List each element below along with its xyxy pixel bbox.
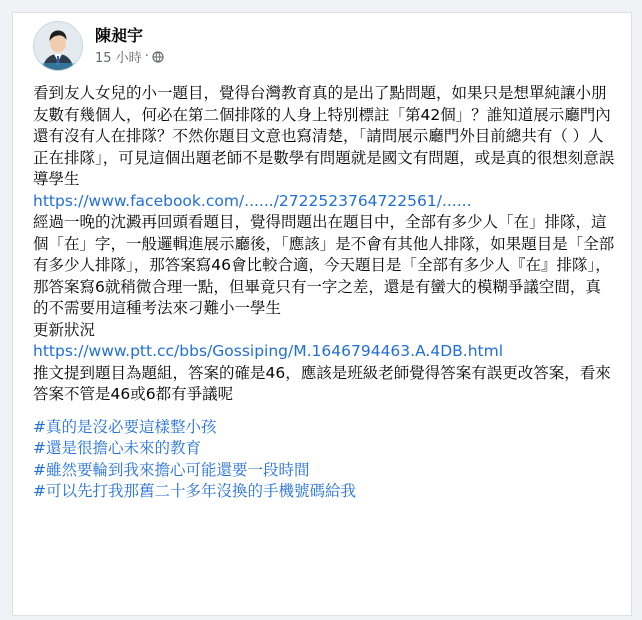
post-paragraph-1: 看到友人女兒的小一題目，覺得台灣教育真的是出了點問題，如果只是想單純讓小朋友數有幾個人，何必在第二個排隊的人身上特別標註「第42個」？誰知道展示廳門內還有沒有人在排隊？不然你題目文意也寫清楚，「請問展示廳門外目前總共有（ ）人正在排隊」，可見這個出題老師不是數學有問題就是國文有問題，或是真的很想刻意誤導學生 (33, 84, 615, 188)
hashtag-list (33, 417, 615, 503)
author-name[interactable]: 陳昶宇 (95, 26, 144, 45)
globe-icon[interactable] (152, 51, 164, 63)
hashtag-link[interactable]: #還是很擔心未來的教育 (33, 439, 201, 457)
hashtag-link[interactable]: #真的是沒必要這樣整小孩 (33, 417, 217, 436)
update-heading: 更新狀況 (33, 320, 96, 339)
post-timestamp[interactable]: 15 小時 (95, 51, 142, 66)
post-meta (95, 47, 164, 66)
facebook-link[interactable]: https://www.facebook.com/....../2722523764722561/...... (33, 191, 472, 210)
hashtag-link[interactable]: #雖然要輪到我來擔心可能還要一段時間 (33, 460, 310, 479)
meta-separator: · (144, 49, 149, 64)
avatar-portrait (34, 22, 82, 70)
post-body (33, 83, 615, 503)
hashtag-link[interactable]: #可以先打我那舊二十多年沒換的手機號碼給我 (33, 482, 356, 500)
post-card (12, 12, 632, 616)
ptt-link[interactable]: https://www.ptt.cc/bbs/Gossiping/M.1646794463.A.4DB.html (33, 342, 504, 360)
post-paragraph-2: 經過一晚的沈澱再回頭看題目，覺得問題出在題目中，全部有多少人「在」排隊，這個「在」字，一般邏輯進展示廳後，「應該」是不會有其他人排隊，如果題目是「全部有多少人排隊」，那答案寫46會比較合適，今天題目是「全部有多少人『在』排隊」，那答案寫6就稍微合理一點，但畢竟只有一字之差，還是有蠻大的模糊爭議空間，真的不需要用這種考法來刁難小一學生 (33, 213, 615, 317)
avatar[interactable] (33, 21, 83, 71)
post-paragraph-3: 推文提到題目為題組，答案的確是46，應該是班級老師覺得答案有誤更改答案，看來答案不管是46或6都有爭議呢 (33, 363, 611, 403)
